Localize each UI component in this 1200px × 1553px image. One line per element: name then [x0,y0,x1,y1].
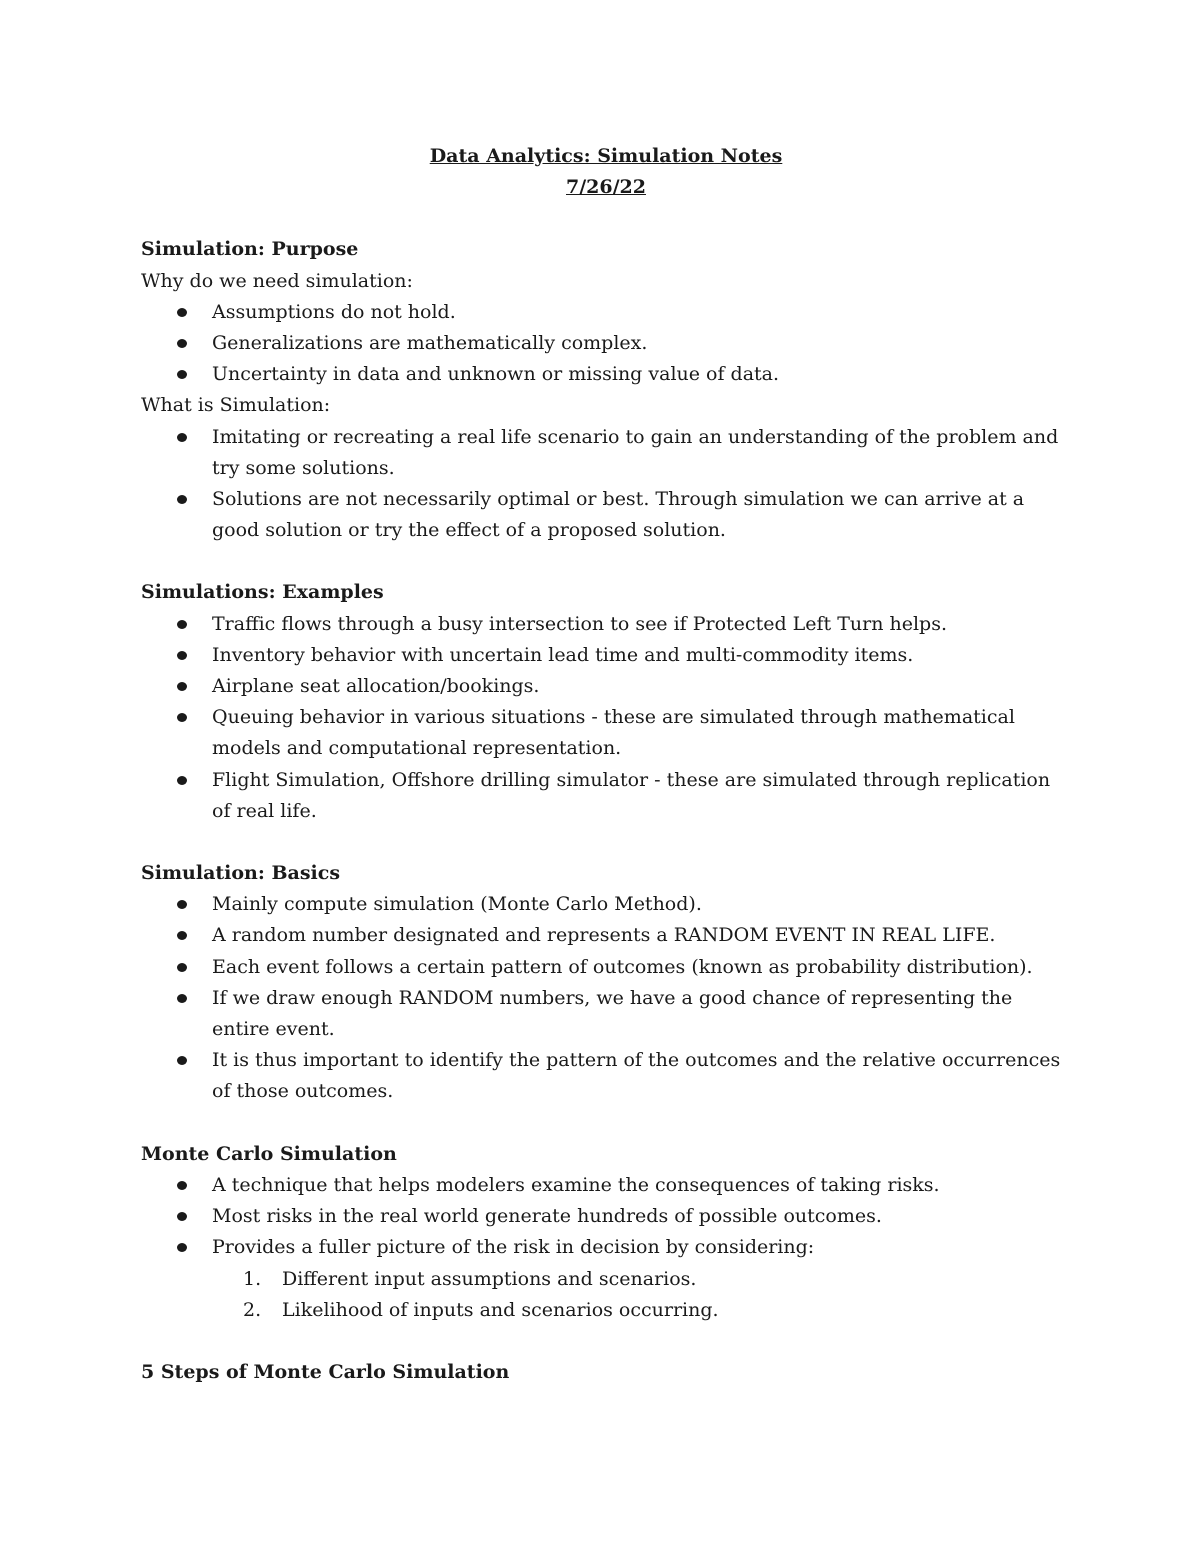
bullet-icon [177,682,187,691]
bullet-icon [177,931,187,940]
bullet-icon [177,308,187,317]
list-item-text: Airplane seat allocation/bookings. [212,675,540,698]
bullet-icon [177,963,187,972]
list-item-text: Inventory behavior with uncertain lead time and multi-commodity items. [212,643,914,666]
list-item-text: It is thus important to identify the pattern of the outcomes and the relative occurrences of those outcomes. [212,1049,1061,1103]
list-item [141,422,1071,484]
list-item-text: Each event follows a certain pattern of outcomes (known as probability distribution). [212,955,1033,978]
list-item [141,889,1071,920]
section-examples [141,577,1071,827]
list-item [141,1201,1071,1232]
numbered-item-text: Likelihood of inputs and scenarios occurring. [282,1298,719,1321]
what-label: What is Simulation: [141,394,331,417]
section-heading: Simulation: Purpose [141,238,359,261]
bullet-icon [177,900,187,909]
document-date: 7/26/22 [566,176,646,199]
section-heading: Simulation: Basics [141,862,341,885]
bullet-icon [177,651,187,660]
list-item [141,1045,1071,1107]
list-item [141,359,1071,390]
numbered-item [141,1295,1071,1326]
item-number: 1. [243,1267,262,1290]
bullet-icon [177,1056,187,1065]
list-item-text: Queuing behavior in various situations - these are simulated through mathematical models and computational representation. [212,706,1015,760]
monte-carlo-list [141,1170,1071,1264]
list-item-text: Mainly compute simulation (Monte Carlo Method). [212,893,702,916]
list-item-text: A technique that helps modelers examine the consequences of taking risks. [212,1173,940,1196]
list-item-text: Imitating or recreating a real life scenario to gain an understanding of the problem and try some solutions. [212,425,1059,479]
why-list [141,297,1071,391]
section-purpose [141,234,1071,546]
list-item-text: Flight Simulation, Offshore drilling simulator - these are simulated through replication of real life. [212,768,1051,822]
list-item-text: If we draw enough RANDOM numbers, we have a good chance of representing the entire event. [212,986,1013,1041]
section-heading: Monte Carlo Simulation [141,1142,397,1165]
item-number: 2. [243,1298,262,1321]
bullet-icon [177,370,187,379]
list-item [141,484,1071,546]
bullet-icon [177,713,187,722]
list-item [141,1170,1071,1201]
list-item-text: Uncertainty in data and unknown or missing value of data. [212,363,780,386]
what-list [141,422,1071,547]
bullet-icon [177,776,187,785]
section-basics [141,858,1071,1108]
monte-carlo-sublist [141,1264,1071,1326]
bullet-icon [177,620,187,629]
list-item-text: Generalizations are mathematically complex. [212,332,648,355]
list-item [141,609,1071,640]
bullet-icon [177,339,187,348]
list-item [141,952,1071,983]
bullet-icon [177,433,187,442]
list-item-text: Traffic flows through a busy intersection to see if Protected Left Turn helps. [212,612,947,635]
bullet-icon [177,994,187,1003]
bullet-icon [177,1181,187,1190]
numbered-item [141,1264,1071,1295]
list-item-text: Solutions are not necessarily optimal or best. Through simulation we can arrive at a good solution or try the effect of a proposed solution. [212,488,1025,542]
list-item [141,1232,1071,1263]
section-heading: Simulations: Examples [141,581,384,604]
bullet-icon [177,495,187,504]
bullet-icon [177,1243,187,1252]
document-body [141,141,1071,1419]
numbered-item-text: Different input assumptions and scenarios. [282,1267,697,1290]
examples-list [141,609,1071,827]
section-steps [141,1357,1071,1388]
section-heading: 5 Steps of Monte Carlo Simulation [141,1360,510,1383]
list-item [141,640,1071,671]
list-item-text: Provides a fuller picture of the risk in decision by considering: [212,1236,815,1259]
list-item-text: A random number designated and represents a RANDOM EVENT IN REAL LIFE. [212,924,996,947]
list-item-text: Most risks in the real world generate hundreds of possible outcomes. [212,1205,882,1228]
list-item [141,765,1071,827]
list-item [141,702,1071,764]
list-item [141,983,1071,1045]
bullet-icon [177,1212,187,1221]
document-title: Data Analytics: Simulation Notes [429,145,783,167]
title-block [141,141,1071,203]
basics-list [141,889,1071,1107]
list-item [141,328,1071,359]
list-item [141,297,1071,328]
why-label: Why do we need simulation: [141,269,413,292]
section-monte-carlo [141,1139,1071,1326]
list-item-text: Assumptions do not hold. [212,300,456,323]
list-item [141,671,1071,702]
list-item [141,920,1071,951]
